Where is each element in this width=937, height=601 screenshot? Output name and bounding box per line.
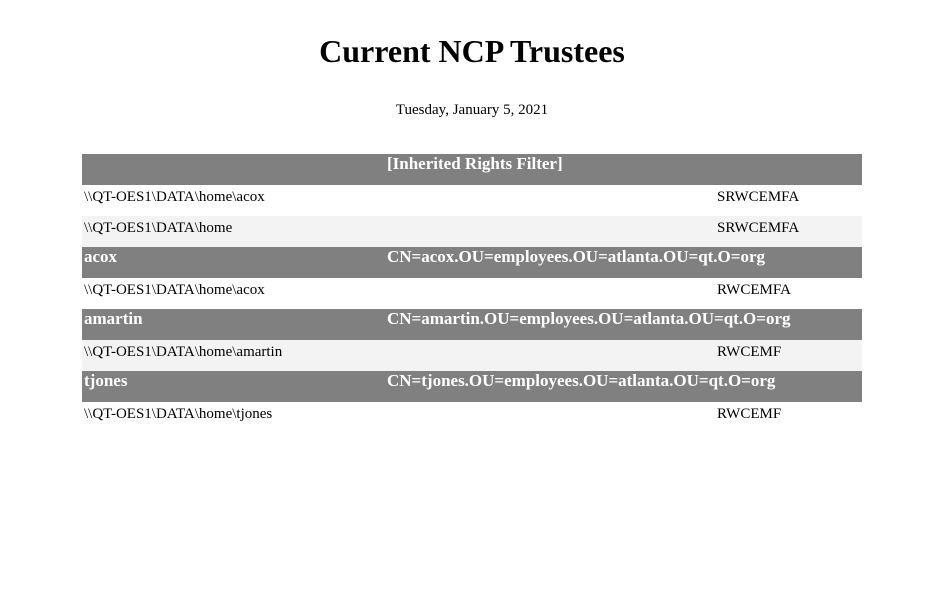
table-row bbox=[82, 402, 862, 433]
path-cell: \\QT-OES1\DATA\home\acox bbox=[84, 282, 265, 298]
trustee-header-row bbox=[82, 154, 862, 185]
path-cell: \\QT-OES1\DATA\home bbox=[84, 220, 233, 236]
rights-cell: RWCEMF bbox=[717, 406, 782, 422]
trustee-header-row bbox=[82, 247, 862, 278]
table-row bbox=[82, 340, 862, 371]
trustee-dn: CN=tjones.OU=employees.OU=atlanta.OU=qt.O=org bbox=[387, 371, 776, 390]
path-cell: \\QT-OES1\DATA\home\amartin bbox=[84, 344, 283, 360]
trustees-table bbox=[82, 154, 862, 433]
rights-cell: SRWCEMFA bbox=[717, 220, 800, 236]
report-date: Tuesday, January 5, 2021 bbox=[395, 102, 549, 118]
trustee-dn: CN=acox.OU=employees.OU=atlanta.OU=qt.O=org bbox=[387, 247, 766, 266]
rights-cell: RWCEMFA bbox=[717, 282, 791, 298]
rights-cell: RWCEMF bbox=[717, 344, 782, 360]
path-cell: \\QT-OES1\DATA\home\tjones bbox=[84, 406, 273, 422]
trustee-dn: [Inherited Rights Filter] bbox=[387, 154, 563, 173]
path-cell: \\QT-OES1\DATA\home\acox bbox=[84, 189, 265, 205]
trustee-header-row bbox=[82, 309, 862, 340]
report-title: Current NCP Trustees bbox=[319, 33, 625, 69]
table-row bbox=[82, 278, 862, 309]
trustee-name: amartin bbox=[84, 309, 143, 328]
trustee-dn: CN=amartin.OU=employees.OU=atlanta.OU=qt.O=org bbox=[387, 309, 791, 328]
trustee-name: tjones bbox=[84, 371, 128, 390]
table-row bbox=[82, 216, 862, 247]
trustee-header-row bbox=[82, 371, 862, 402]
table-row bbox=[82, 185, 862, 216]
rights-cell: SRWCEMFA bbox=[717, 189, 800, 205]
trustee-name: acox bbox=[84, 247, 118, 266]
